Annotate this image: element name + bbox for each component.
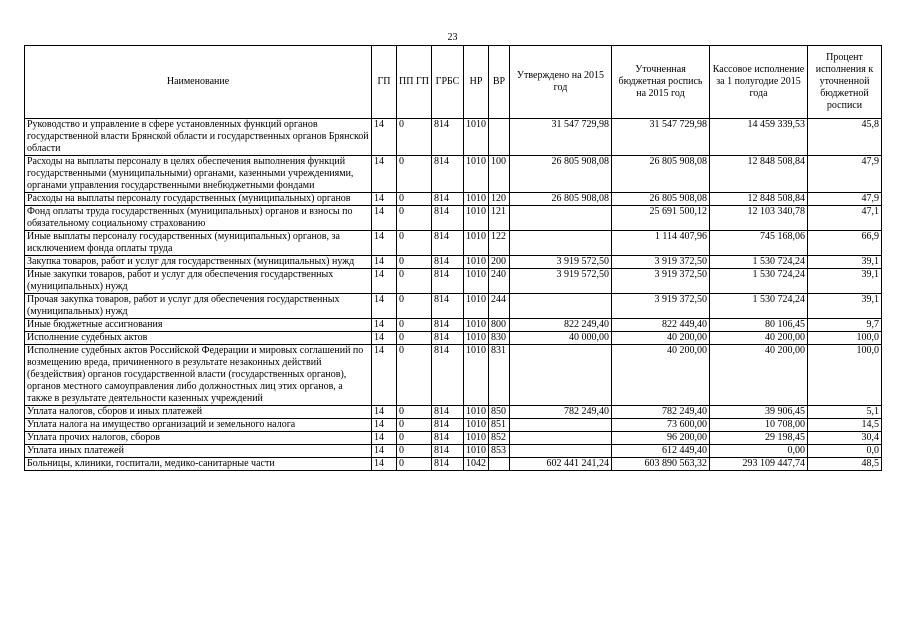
- cell-np: 1010: [464, 406, 489, 419]
- cell-name: Уплата налогов, сборов и иных платежей: [25, 406, 372, 419]
- cell-name: Руководство и управление в сфере установленных функций органов государственной власти Брянской области и государственных органов Брянской области: [25, 119, 372, 156]
- cell-ppgp: 0: [397, 432, 432, 445]
- cell-cash: 293 109 447,74: [710, 458, 808, 471]
- cell-gp: 14: [372, 458, 397, 471]
- cell-approved: 3 919 572,50: [510, 256, 612, 269]
- cell-vr: 121: [489, 206, 510, 231]
- table-row: [25, 319, 882, 332]
- cell-vr: 120: [489, 193, 510, 206]
- header-ppgp: ПП ГП: [397, 46, 432, 119]
- table-body: [25, 119, 882, 471]
- cell-percent: 47,9: [808, 193, 882, 206]
- cell-np: 1010: [464, 231, 489, 256]
- cell-np: 1010: [464, 345, 489, 406]
- cell-percent: 100,0: [808, 345, 882, 406]
- cell-refined: 25 691 500,12: [612, 206, 710, 231]
- cell-cash: 1 530 724,24: [710, 269, 808, 294]
- cell-ppgp: 0: [397, 294, 432, 319]
- cell-name: Расходы на выплаты персоналу в целях обеспечения выполнения функций государственными (муниципальными) органами, казенными учреждениями, органами управления государственными внебюджетными фондами: [25, 156, 372, 193]
- cell-vr: 851: [489, 419, 510, 432]
- cell-grbs: 814: [432, 256, 464, 269]
- cell-cash: 10 708,00: [710, 419, 808, 432]
- cell-vr: 244: [489, 294, 510, 319]
- table-row: [25, 406, 882, 419]
- cell-percent: 47,1: [808, 206, 882, 231]
- page-number: 23: [447, 32, 458, 43]
- cell-gp: 14: [372, 256, 397, 269]
- cell-ppgp: 0: [397, 269, 432, 294]
- cell-refined: 31 547 729,98: [612, 119, 710, 156]
- cell-approved: [510, 345, 612, 406]
- cell-vr: 852: [489, 432, 510, 445]
- cell-vr: 800: [489, 319, 510, 332]
- cell-refined: 73 600,00: [612, 419, 710, 432]
- cell-ppgp: 0: [397, 231, 432, 256]
- cell-cash: 12 848 508,84: [710, 193, 808, 206]
- cell-approved: [510, 231, 612, 256]
- cell-refined: 40 200,00: [612, 345, 710, 406]
- cell-name: Уплата иных платежей: [25, 445, 372, 458]
- cell-approved: 822 249,40: [510, 319, 612, 332]
- cell-refined: 96 200,00: [612, 432, 710, 445]
- cell-percent: 30,4: [808, 432, 882, 445]
- cell-name: Уплата прочих налогов, сборов: [25, 432, 372, 445]
- cell-percent: 100,0: [808, 332, 882, 345]
- table-row: [25, 294, 882, 319]
- table-row: [25, 269, 882, 294]
- cell-grbs: 814: [432, 206, 464, 231]
- cell-percent: 39,1: [808, 269, 882, 294]
- budget-execution-table: [24, 45, 882, 471]
- cell-percent: 66,9: [808, 231, 882, 256]
- cell-np: 1010: [464, 445, 489, 458]
- cell-vr: 122: [489, 231, 510, 256]
- cell-vr: 200: [489, 256, 510, 269]
- cell-ppgp: 0: [397, 193, 432, 206]
- table-row: [25, 193, 882, 206]
- header-np: НР: [464, 46, 489, 119]
- cell-cash: 80 106,45: [710, 319, 808, 332]
- cell-np: 1042: [464, 458, 489, 471]
- cell-vr: 850: [489, 406, 510, 419]
- cell-vr: 831: [489, 345, 510, 406]
- cell-name: Иные выплаты персоналу государственных (муниципальных) органов, за исключением фонда оплаты труда: [25, 231, 372, 256]
- cell-approved: [510, 432, 612, 445]
- cell-approved: 26 805 908,08: [510, 156, 612, 193]
- table-row: [25, 345, 882, 406]
- cell-name: Расходы на выплаты персоналу государственных (муниципальных) органов: [25, 193, 372, 206]
- cell-name: Иные закупки товаров, работ и услуг для обеспечения государственных (муниципальных) нужд: [25, 269, 372, 294]
- cell-gp: 14: [372, 294, 397, 319]
- cell-vr: [489, 458, 510, 471]
- cell-np: 1010: [464, 294, 489, 319]
- cell-refined: 3 919 372,50: [612, 269, 710, 294]
- cell-refined: 26 805 908,08: [612, 193, 710, 206]
- cell-gp: 14: [372, 406, 397, 419]
- cell-grbs: 814: [432, 294, 464, 319]
- header-percent: Процент исполнения к уточненной бюджетной росписи: [808, 46, 882, 119]
- cell-cash: 1 530 724,24: [710, 256, 808, 269]
- header-refined: Уточненная бюджетная роспись на 2015 год: [612, 46, 710, 119]
- cell-ppgp: 0: [397, 345, 432, 406]
- cell-name: Иные бюджетные ассигнования: [25, 319, 372, 332]
- cell-np: 1010: [464, 206, 489, 231]
- header-grbs: ГРБС: [432, 46, 464, 119]
- cell-np: 1010: [464, 419, 489, 432]
- cell-ppgp: 0: [397, 458, 432, 471]
- cell-approved: 40 000,00: [510, 332, 612, 345]
- cell-gp: 14: [372, 193, 397, 206]
- cell-percent: 0,0: [808, 445, 882, 458]
- cell-vr: 100: [489, 156, 510, 193]
- cell-approved: [510, 206, 612, 231]
- cell-cash: 39 906,45: [710, 406, 808, 419]
- cell-percent: 47,9: [808, 156, 882, 193]
- cell-np: 1010: [464, 319, 489, 332]
- cell-ppgp: 0: [397, 119, 432, 156]
- header-name: Наименование: [25, 46, 372, 119]
- cell-vr: 853: [489, 445, 510, 458]
- cell-np: 1010: [464, 256, 489, 269]
- cell-percent: 39,1: [808, 294, 882, 319]
- cell-np: 1010: [464, 156, 489, 193]
- cell-grbs: 814: [432, 458, 464, 471]
- header-approved: Утверждено на 2015 год: [510, 46, 612, 119]
- cell-gp: 14: [372, 156, 397, 193]
- cell-ppgp: 0: [397, 206, 432, 231]
- cell-grbs: 814: [432, 269, 464, 294]
- cell-refined: 26 805 908,08: [612, 156, 710, 193]
- cell-gp: 14: [372, 419, 397, 432]
- header-gp: ГП: [372, 46, 397, 119]
- cell-ppgp: 0: [397, 319, 432, 332]
- cell-percent: 5,1: [808, 406, 882, 419]
- table-row: [25, 156, 882, 193]
- cell-name: Прочая закупка товаров, работ и услуг для обеспечения государственных (муниципальных) нужд: [25, 294, 372, 319]
- cell-np: 1010: [464, 332, 489, 345]
- cell-grbs: 814: [432, 193, 464, 206]
- cell-grbs: 814: [432, 445, 464, 458]
- cell-vr: 240: [489, 269, 510, 294]
- table-row: [25, 419, 882, 432]
- cell-cash: 40 200,00: [710, 345, 808, 406]
- cell-cash: 745 168,06: [710, 231, 808, 256]
- table-row: [25, 332, 882, 345]
- cell-name: Исполнение судебных актов Российской Федерации и мировых соглашений по возмещению вреда, причиненного в результате незаконных действий (бездействия) органов государственной власти (государственных органов), органов местного самоуправления либо должностных лиц этих органов, а также в результате деятельности казенных учреждений: [25, 345, 372, 406]
- cell-cash: 29 198,45: [710, 432, 808, 445]
- cell-ppgp: 0: [397, 156, 432, 193]
- table-row: [25, 231, 882, 256]
- cell-percent: 45,8: [808, 119, 882, 156]
- cell-ppgp: 0: [397, 332, 432, 345]
- cell-ppgp: 0: [397, 256, 432, 269]
- cell-gp: 14: [372, 269, 397, 294]
- cell-approved: 782 249,40: [510, 406, 612, 419]
- header-cash: Кассовое исполнение за 1 полугодие 2015 года: [710, 46, 808, 119]
- cell-vr: 830: [489, 332, 510, 345]
- cell-cash: 14 459 339,53: [710, 119, 808, 156]
- cell-np: 1010: [464, 119, 489, 156]
- cell-approved: [510, 419, 612, 432]
- cell-grbs: 814: [432, 156, 464, 193]
- cell-approved: [510, 294, 612, 319]
- cell-gp: 14: [372, 231, 397, 256]
- cell-name: Уплата налога на имущество организаций и земельного налога: [25, 419, 372, 432]
- cell-cash: 1 530 724,24: [710, 294, 808, 319]
- cell-grbs: 814: [432, 119, 464, 156]
- cell-name: Исполнение судебных актов: [25, 332, 372, 345]
- cell-grbs: 814: [432, 231, 464, 256]
- cell-grbs: 814: [432, 332, 464, 345]
- cell-gp: 14: [372, 445, 397, 458]
- table-row: [25, 119, 882, 156]
- cell-grbs: 814: [432, 406, 464, 419]
- cell-grbs: 814: [432, 432, 464, 445]
- cell-refined: 40 200,00: [612, 332, 710, 345]
- cell-percent: 14,5: [808, 419, 882, 432]
- cell-gp: 14: [372, 345, 397, 406]
- cell-gp: 14: [372, 319, 397, 332]
- cell-cash: 0,00: [710, 445, 808, 458]
- table-row: [25, 458, 882, 471]
- cell-ppgp: 0: [397, 406, 432, 419]
- cell-refined: 603 890 563,32: [612, 458, 710, 471]
- cell-approved: 31 547 729,98: [510, 119, 612, 156]
- cell-np: 1010: [464, 269, 489, 294]
- cell-refined: 782 249,40: [612, 406, 710, 419]
- header-vr: ВР: [489, 46, 510, 119]
- cell-cash: 40 200,00: [710, 332, 808, 345]
- cell-name: Больницы, клиники, госпитали, медико-санитарные части: [25, 458, 372, 471]
- cell-percent: 39,1: [808, 256, 882, 269]
- cell-approved: 26 805 908,08: [510, 193, 612, 206]
- table-row: [25, 256, 882, 269]
- cell-cash: 12 848 508,84: [710, 156, 808, 193]
- cell-percent: 48,5: [808, 458, 882, 471]
- cell-grbs: 814: [432, 345, 464, 406]
- cell-ppgp: 0: [397, 419, 432, 432]
- cell-np: 1010: [464, 432, 489, 445]
- cell-approved: [510, 445, 612, 458]
- cell-refined: 3 919 372,50: [612, 256, 710, 269]
- table-row: [25, 432, 882, 445]
- cell-refined: 822 449,40: [612, 319, 710, 332]
- cell-gp: 14: [372, 206, 397, 231]
- cell-grbs: 814: [432, 419, 464, 432]
- cell-name: Фонд оплаты труда государственных (муниципальных) органов и взносы по обязательному социальному страхованию: [25, 206, 372, 231]
- cell-grbs: 814: [432, 319, 464, 332]
- cell-gp: 14: [372, 332, 397, 345]
- cell-refined: 1 114 407,96: [612, 231, 710, 256]
- cell-approved: 602 441 241,24: [510, 458, 612, 471]
- cell-percent: 9,7: [808, 319, 882, 332]
- table-row: [25, 445, 882, 458]
- cell-approved: 3 919 572,50: [510, 269, 612, 294]
- cell-np: 1010: [464, 193, 489, 206]
- cell-cash: 12 103 340,78: [710, 206, 808, 231]
- cell-gp: 14: [372, 432, 397, 445]
- table-row: [25, 206, 882, 231]
- cell-gp: 14: [372, 119, 397, 156]
- cell-refined: 3 919 372,50: [612, 294, 710, 319]
- cell-vr: [489, 119, 510, 156]
- cell-refined: 612 449,40: [612, 445, 710, 458]
- table-header-row: [25, 46, 882, 119]
- cell-ppgp: 0: [397, 445, 432, 458]
- cell-name: Закупка товаров, работ и услуг для государственных (муниципальных) нужд: [25, 256, 372, 269]
